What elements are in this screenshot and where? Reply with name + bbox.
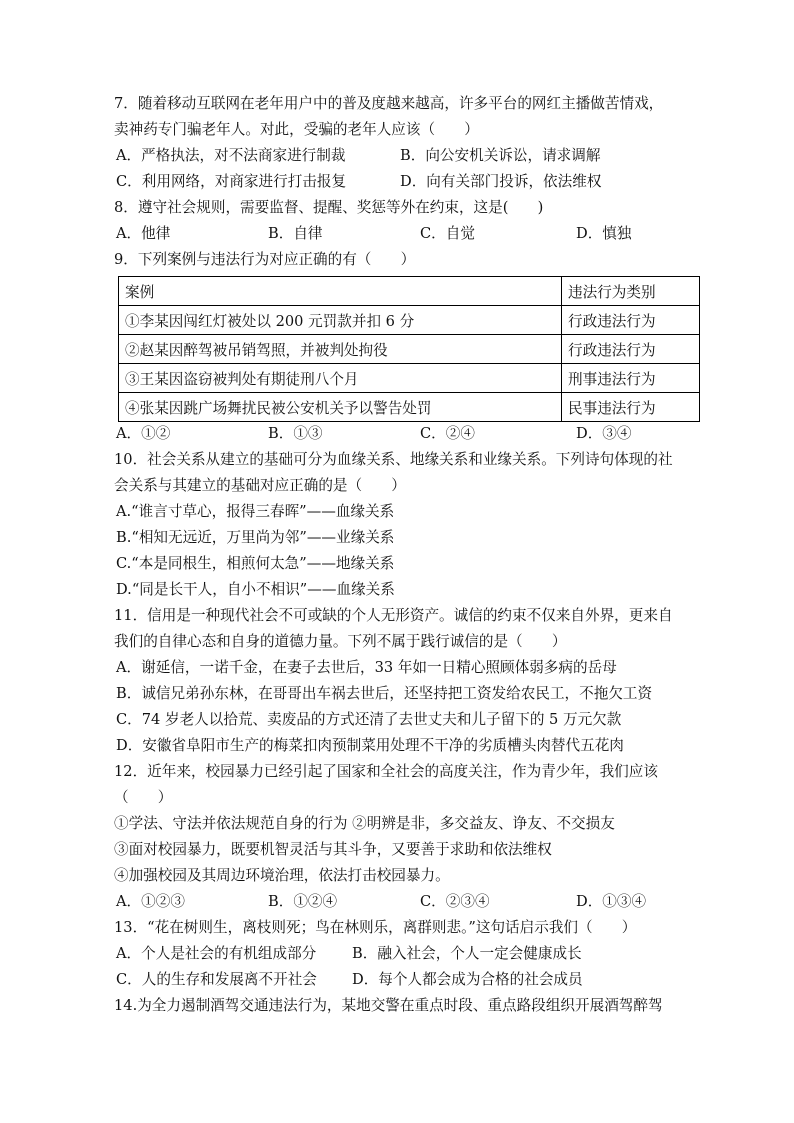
q12-option-b: B．①②④: [268, 893, 338, 910]
q9-case-table: [118, 276, 700, 422]
q13-option-b: B．融入社会，个人一定会健康成长: [352, 945, 582, 962]
q9-option-a: A．①②: [116, 425, 171, 442]
table-cell-category: 行政违法行为: [562, 306, 700, 335]
q13-option-d: D．每个人都会成为合格的社会成员: [352, 971, 583, 988]
q10-option-a: A.“谁言寸草心，报得三春晖”——血缘关系: [116, 503, 395, 520]
q7-stem-line2: 卖神药专门骗老年人。对此，受骗的老年人应该（ ）: [114, 121, 479, 138]
q13-stem: 13．“花在树则生，离枝则死；鸟在林则乐，离群则悲。”这句话启示我们（ ）: [114, 919, 637, 936]
table-cell-category: 行政违法行为: [562, 335, 700, 364]
table-header-case: 案例: [119, 277, 562, 306]
table-header-row: [119, 277, 700, 306]
table-header-category: 违法行为类别: [562, 277, 700, 306]
table-cell-case: ①李某因闯红灯被处以 200 元罚款并扣 6 分: [119, 306, 562, 335]
q10-option-c: C.“本是同根生，相煎何太急”——地缘关系: [116, 555, 395, 572]
q10-stem-line2: 会关系与其建立的基础对应正确的是（ ）: [114, 477, 406, 494]
q11-option-c: C．74 岁老人以拾荒、卖废品的方式还清了去世丈夫和儿子留下的 5 万元欠款: [116, 711, 622, 728]
q11-stem-line2: 我们的自律心态和自身的道德力量。下列不属于践行诚信的是（ ）: [114, 633, 567, 650]
table-cell-case: ②赵某因醉驾被吊销驾照，并被判处拘役: [119, 335, 562, 364]
q13-option-c: C．人的生存和发展离不开社会: [116, 971, 317, 988]
q8-option-a: A．他律: [116, 225, 171, 242]
q11-option-a: A．谢延信，一诺千金，在妻子去世后，33 年如一日精心照顾体弱多病的岳母: [116, 659, 617, 676]
table-cell-case: ③王某因盗窃被判处有期徒刑八个月: [119, 364, 562, 393]
q14-stem: 14.为全力遏制酒驾交通违法行为，某地交警在重点时段、重点路段组织开展酒驾醉驾: [114, 997, 663, 1014]
q7-option-d: D．向有关部门投诉，依法维权: [400, 173, 602, 190]
q9-option-d: D．③④: [576, 425, 632, 442]
q10-option-d: D.“同是长干人，自小不相识”——血缘关系: [116, 581, 395, 598]
q9-stem: 9．下列案例与违法行为对应正确的有（ ）: [114, 251, 416, 268]
q11-stem-line1: 11．信用是一种现代社会不可或缺的个人无形资产。诚信的约束不仅来自外界，更来自: [114, 607, 673, 624]
q7-option-a: A．严格执法，对不法商家进行制裁: [116, 147, 346, 164]
q11-option-d: D．安徽省阜阳市生产的梅菜扣肉预制菜用处理不干净的劣质槽头肉替代五花肉: [116, 737, 624, 754]
q12-option-d: D．①③④: [576, 893, 647, 910]
table-row: [119, 364, 700, 393]
q12-statement-line2: ③面对校园暴力，既要机智灵活与其斗争，又要善于求助和依法维权: [114, 841, 552, 858]
q7-stem-line1: 7．随着移动互联网在老年用户中的普及度越来越高，许多平台的网红主播做苦情戏，: [114, 95, 664, 112]
q12-stem-line1: 12．近年来，校园暴力已经引起了国家和全社会的高度关注，作为青少年，我们应该: [114, 763, 658, 780]
q9-option-c: C．②④: [420, 425, 475, 442]
q8-stem: 8．遵守社会规则，需要监督、提醒、奖惩等外在约束，这是( ): [114, 199, 544, 216]
q7-option-b: B．向公安机关诉讼，请求调解: [400, 147, 601, 164]
table-cell-category: 刑事违法行为: [562, 364, 700, 393]
table-row: [119, 306, 700, 335]
q10-stem-line1: 10．社会关系从建立的基础可分为血缘关系、地缘关系和业缘关系。下列诗句体现的社: [114, 451, 673, 468]
q8-option-b: B．自律: [268, 225, 323, 242]
q12-statement-line3: ④加强校园及其周边环境治理，依法打击校园暴力。: [114, 867, 450, 884]
q12-option-a: A．①②③: [116, 893, 185, 910]
q8-option-d: D．慎独: [576, 225, 632, 242]
q9-option-b: B．①③: [268, 425, 323, 442]
q7-option-c: C．利用网络，对商家进行打击报复: [116, 173, 347, 190]
q11-option-b: B．诚信兄弟孙东林，在哥哥出车祸去世后，还坚持把工资发给农民工，不拖欠工资: [116, 685, 653, 702]
table-cell-category: 民事违法行为: [562, 393, 700, 422]
q12-option-c: C．②③④: [420, 893, 490, 910]
q12-statement-line1: ①学法、守法并依法规范自身的行为 ②明辨是非，多交益友、诤友、不交损友: [114, 815, 615, 832]
table-row: [119, 335, 700, 364]
q13-option-a: A．个人是社会的有机组成部分: [116, 945, 317, 962]
table-cell-case: ④张某因跳广场舞扰民被公安机关予以警告处罚: [119, 393, 562, 422]
q12-stem-line2: （ ）: [114, 789, 173, 806]
q10-option-b: B.“相知无远近，万里尚为邻”——业缘关系: [116, 529, 395, 546]
table-row: [119, 393, 700, 422]
q8-option-c: C．自觉: [420, 225, 475, 242]
